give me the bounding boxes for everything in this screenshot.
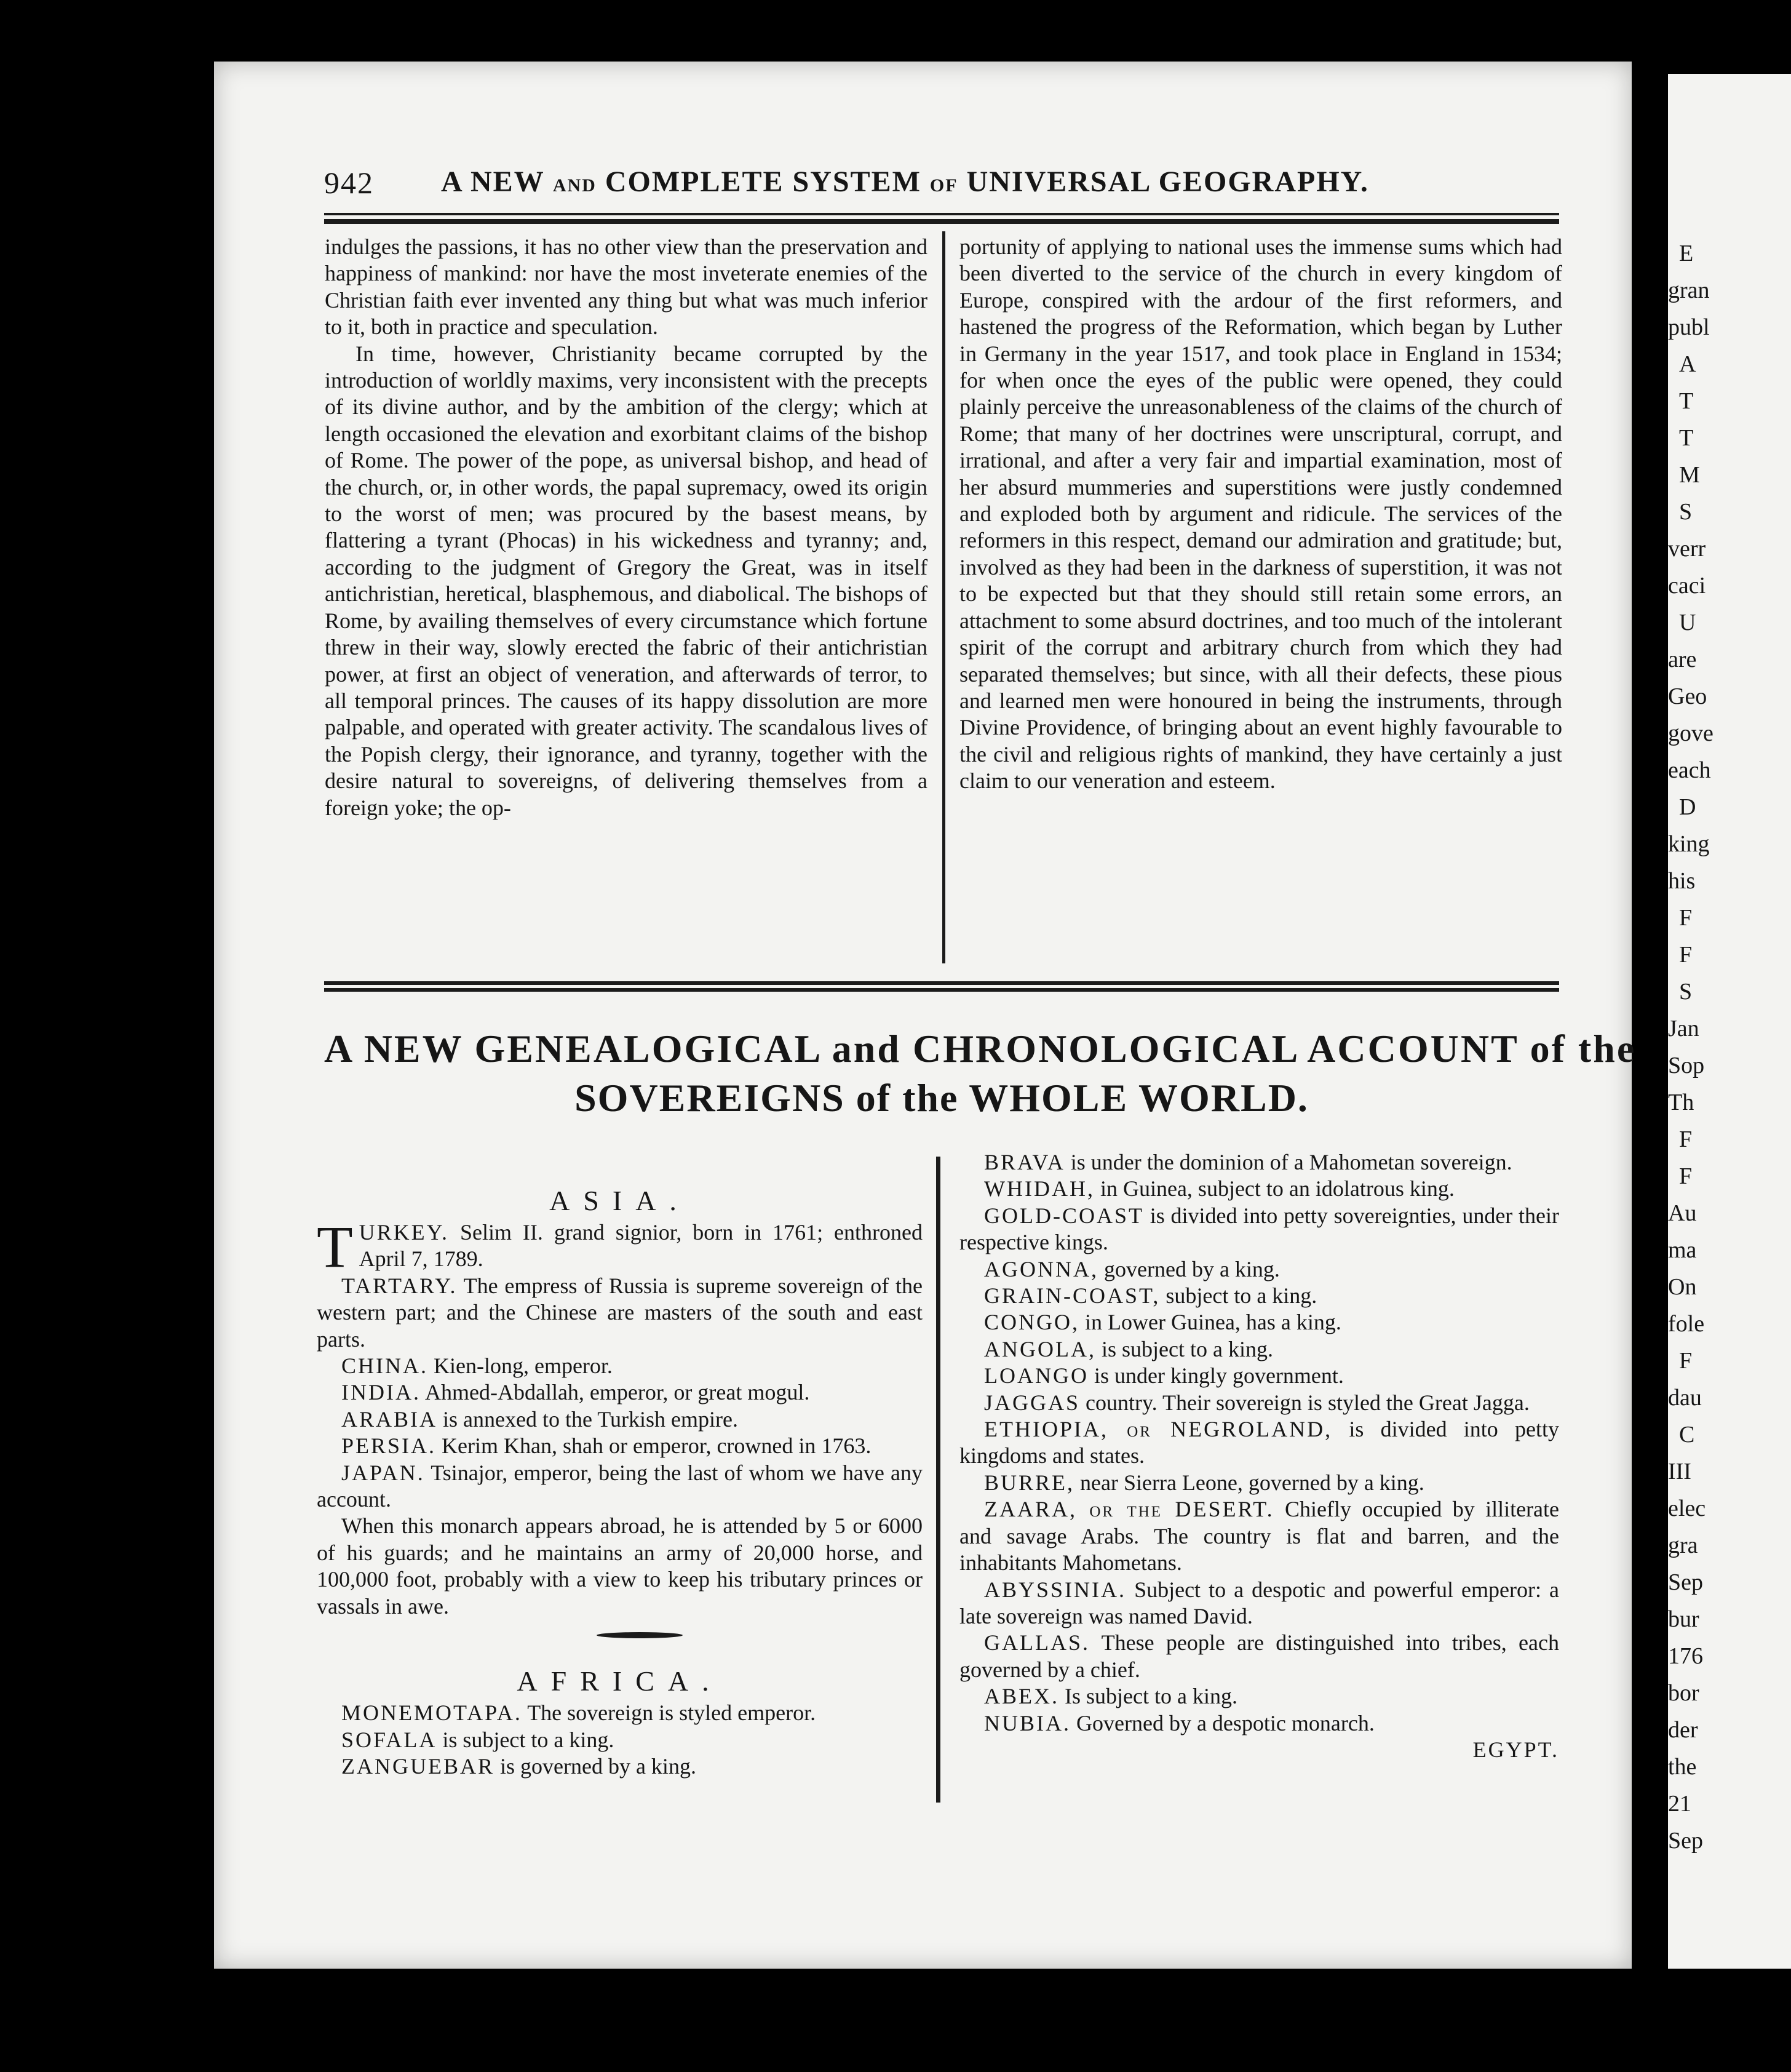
africa-entry <box>959 1363 1559 1389</box>
facing-page-fragment: A <box>1679 351 1696 377</box>
africa-heading: AFRICA. <box>517 1665 723 1697</box>
facing-page-fragment: gran <box>1668 277 1710 303</box>
asia-closing: When this monarch appears abroad, he is attended by 5 or 6000 of his guards; and he maintains an army of 20,000 horse, and 100,000 foot, probably with a view to keep his tributary princes or vassals in awe. <box>317 1513 923 1619</box>
entry-text: is under kingly government. <box>1094 1363 1344 1389</box>
entry-name: ZANGUEBAR <box>341 1753 494 1779</box>
title-part-c: UNIVERSAL GEOGRAPHY. <box>966 165 1369 198</box>
facing-page-fragment: F <box>1679 1163 1693 1189</box>
paragraph: indulges the passions, it has no other view than the preservation and happiness of mankind: nor have the most inveterate enemies of the Christian faith ever invented any thing but what was much inferior to it, both in practice and speculation. <box>325 234 927 340</box>
africa-entry <box>959 1416 1559 1470</box>
facing-page-fragment: elec <box>1668 1496 1706 1521</box>
section-title-line-2: SOVEREIGNS of the WHOLE WORLD. <box>574 1076 1309 1120</box>
entry-text: is subject to a king. <box>1101 1336 1273 1361</box>
paragraph: portunity of applying to national uses the immense sums which had been diverted to the service of the church in every kingdom of Europe, conspired with the ardour of the first reformers, and hastened the progress of the Reformation, which began by Luther in Germany in the year 1517, and took place in England in 1534; for when once the eyes of the public were opened, they could plainly perceive the unreasonableness of the claims of the church of Rome; that many of her doctrines were unscriptural, corrupt, and irrational, and after a very fair and impartial examination, most of her absurd mummeries and superstitions were justly condemned and exploded both by argument and ridicule. The services of the reformers in this respect, demand our admiration and gratitude; but, involved as they had been in the darkness of superstition, it was not to be expected but that they should still retain some errors, an attachment to some absurd doctrines, and too much of the intolerant spirit of the corrupt and arbitrary church from which they had separated themselves; but since, with all their defects, these pious and learned men were honoured in being the instruments, through Divine Providence, of bringing about an event highly favourable to the civil and religious rights of mankind, they have certainly a just claim to our veneration and esteem. <box>959 234 1562 794</box>
facing-page-fragment: III <box>1668 1459 1691 1484</box>
africa-entry <box>317 1727 923 1753</box>
facing-page-fragment: ma <box>1668 1237 1697 1263</box>
entry-name: ANGOLA, <box>984 1336 1096 1361</box>
entry-name: GALLAS. <box>984 1630 1090 1656</box>
entry-name: ETHIOPIA, or NEGROLAND, <box>984 1417 1333 1442</box>
facing-page-fragment: bor <box>1668 1680 1699 1706</box>
africa-entry <box>959 1256 1559 1283</box>
facing-page-fragment: C <box>1679 1422 1695 1448</box>
facing-page-fragment: F <box>1679 1126 1693 1152</box>
entry-name: AGONNA, <box>984 1256 1098 1281</box>
africa-entry <box>317 1753 923 1780</box>
entry-text: near Sierra Leone, governed by a king. <box>1080 1470 1424 1495</box>
entry-text: subject to a king. <box>1166 1283 1317 1309</box>
entry-name: LOANGO <box>984 1363 1089 1389</box>
entry-text: country. Their sovereign is styled the Great Jagga. <box>1086 1390 1530 1415</box>
asia-entry <box>317 1433 923 1459</box>
asia-entry <box>317 1406 923 1433</box>
column-divider <box>942 231 945 963</box>
facing-page-fragment: dau <box>1668 1385 1702 1411</box>
facing-page-fragment: 176 <box>1668 1643 1703 1669</box>
running-header <box>324 165 1554 214</box>
africa-entry <box>959 1176 1559 1202</box>
entry-text: Subject to a despotic and powerful emperor: a late sovereign was named David. <box>959 1577 1559 1628</box>
entry-name: NUBIA. <box>984 1710 1071 1735</box>
section-title-line-1: A NEW GENEALOGICAL and CHRONOLOGICAL ACCOUNT of the <box>324 1027 1637 1070</box>
facing-page-fragment: Jan <box>1668 1016 1699 1042</box>
entry-text: The sovereign is styled emperor. <box>527 1700 816 1726</box>
facing-page-fragment: T <box>1679 425 1694 451</box>
entry-name: GOLD-COAST <box>984 1203 1144 1228</box>
africa-entry <box>959 1710 1559 1737</box>
left-text-column <box>325 234 927 935</box>
title-part-a: A NEW <box>441 165 544 198</box>
facing-page-fragment: 21 <box>1668 1791 1691 1817</box>
facing-page-fragment: der <box>1668 1717 1698 1743</box>
title-and: AND <box>552 175 597 196</box>
facing-page-fragment: On <box>1668 1274 1697 1300</box>
facing-page-fragment: king <box>1668 831 1710 857</box>
sovereigns-right-column <box>959 1149 1559 1763</box>
entry-name: ZAARA, or the DESERT. <box>984 1497 1274 1522</box>
facing-page-fragment: D <box>1679 794 1696 820</box>
facing-page-fragment: S <box>1679 499 1693 525</box>
africa-entry <box>959 1283 1559 1309</box>
entry-text: The empress of Russia is supreme sovereign of the western part; and the Chinese are masters of the south and east parts. <box>317 1273 923 1352</box>
facing-page-fragment: E <box>1679 241 1694 266</box>
sovereigns-left-column <box>317 1182 923 1780</box>
entry-text: Ahmed-Abdallah, emperor, or great mogul. <box>425 1380 810 1405</box>
facing-page-fragment: caci <box>1668 573 1706 599</box>
entry-name: PERSIA. <box>341 1433 437 1459</box>
entry-text: These people are distinguished into tribes, each governed by a chief. <box>959 1630 1559 1682</box>
facing-page-fragment: Sep <box>1668 1828 1703 1854</box>
ornament-divider <box>317 1620 923 1651</box>
entry-name: ABYSSINIA. <box>984 1577 1127 1602</box>
right-text-column <box>959 234 1562 935</box>
entry-text: governed by a king. <box>1104 1256 1280 1281</box>
entry-text: is subject to a king. <box>442 1727 614 1752</box>
entry-name: SOFALA <box>341 1727 437 1752</box>
column-divider <box>936 1157 940 1803</box>
africa-entry <box>959 1336 1559 1363</box>
entry-text: is divided into petty sovereignties, under their respective kings. <box>959 1203 1559 1255</box>
entry-text: Governed by a despotic monarch. <box>1076 1710 1375 1735</box>
entry-name: MONEMOTAPA. <box>341 1700 522 1726</box>
entry-name: URKEY. <box>359 1220 449 1245</box>
header-rule-thick <box>324 219 1559 224</box>
entry-name: TARTARY. <box>341 1273 458 1298</box>
facing-page-fragment: Au <box>1668 1200 1697 1226</box>
facing-page-fragment: F <box>1679 1348 1693 1374</box>
header-rule-thin <box>324 213 1559 215</box>
drop-cap: T <box>317 1214 353 1280</box>
asia-entry <box>317 1273 923 1353</box>
section-rule <box>324 988 1559 992</box>
turkey-entry <box>317 1214 923 1280</box>
africa-entry <box>959 1203 1559 1256</box>
running-title <box>441 165 1369 199</box>
facing-page-fragment: Geo <box>1668 683 1707 709</box>
paragraph: In time, however, Christianity became corrupted by the introduction of worldly maxims, very inconsistent with the precepts of its divine author, and by the ambition of the clergy; which at length occasioned the elevation and exorbitant claims of the bishop of Rome. The power of the pope, as universal bishop, and head of the church, or, in other words, the papal supremacy, owed its origin to the worst of men; was procured by the basest means, by flattering a tyrant (Phocas) in his wickedness and tyranny; and, according to the judgment of Gregory the Great, was in itself antichristian, heretical, blasphemous, and diabolical. The bishops of Rome, by availing themselves of every circumstance which fortune threw in their way, slowly erected the fabric of their antichristian power, at first an object of veneration, and afterwards of terror, to all temporal princes. The causes of its happy dissolution are more palpable, and operated with greater activity. The scandalous lives of the Popish clergy, their ignorance, and tyranny, together with the desire natural to sovereigns, of delivering themselves from a foreign yoke; the op- <box>325 341 927 820</box>
facing-page-fragment: the <box>1668 1754 1697 1780</box>
entry-name: JAGGAS <box>984 1390 1081 1415</box>
facing-page-fragment: each <box>1668 757 1711 783</box>
facing-page-fragment: fole <box>1668 1311 1705 1337</box>
facing-page-fragment: bur <box>1668 1606 1699 1632</box>
facing-page-fragment: T <box>1679 388 1694 414</box>
facing-page-fragment: gra <box>1668 1532 1698 1558</box>
facing-page-fragment: his <box>1668 868 1696 894</box>
entry-text: Chiefly occupied by illiterate and savage Arabs. The country is flat and barren, and the inhabitants Mahometans. <box>959 1497 1560 1576</box>
facing-page-fragment: Sep <box>1668 1569 1703 1595</box>
entry-text: is divided into petty kingdoms and states. <box>959 1417 1560 1468</box>
entry-text: Selim II. grand signior, born in 1761; enthroned April 7, 1789. <box>359 1220 923 1272</box>
africa-entry <box>959 1683 1559 1710</box>
catchword: EGYPT. <box>1472 1737 1559 1762</box>
entry-text: Kerim Khan, shah or emperor, crowned in 1763. <box>442 1433 872 1459</box>
africa-entry <box>959 1496 1559 1576</box>
entry-text: Is subject to a king. <box>1065 1684 1237 1709</box>
title-part-b: COMPLETE SYSTEM <box>605 165 921 198</box>
africa-entry <box>959 1390 1559 1416</box>
entry-text: Kien-long, emperor. <box>434 1353 613 1379</box>
asia-heading: ASIA. <box>549 1185 690 1216</box>
facing-page-edge <box>1668 74 1791 1969</box>
facing-page-fragment: F <box>1679 905 1693 931</box>
africa-entry <box>959 1149 1559 1176</box>
facing-page-fragment: verr <box>1668 536 1706 562</box>
entry-name: BURRE, <box>984 1470 1075 1495</box>
asia-entry <box>317 1379 923 1406</box>
entry-text: is under the dominion of a Mahometan sovereign. <box>1070 1150 1512 1174</box>
entry-text: in Lower Guinea, has a king. <box>1085 1310 1341 1335</box>
africa-entry <box>959 1630 1559 1683</box>
entry-name: GRAIN-COAST, <box>984 1283 1161 1309</box>
facing-page-fragment: gove <box>1668 720 1714 746</box>
entry-name: JAPAN. <box>341 1460 425 1485</box>
entry-text: in Guinea, subject to an idolatrous king. <box>1100 1176 1455 1201</box>
africa-entry <box>959 1470 1559 1496</box>
entry-name: ABEX. <box>984 1684 1059 1709</box>
asia-entry <box>317 1353 923 1379</box>
africa-entry <box>959 1309 1559 1336</box>
entry-text: is annexed to the Turkish empire. <box>443 1406 738 1432</box>
facing-page-fragment: publ <box>1668 314 1710 340</box>
facing-page-fragment: M <box>1679 462 1700 488</box>
facing-page-fragment: Th <box>1668 1090 1694 1115</box>
africa-entry <box>959 1577 1559 1630</box>
entry-name: ARABIA <box>341 1406 438 1432</box>
facing-page-fragment: are <box>1668 647 1697 672</box>
entry-text: is governed by a king. <box>500 1753 696 1779</box>
facing-page-fragment: U <box>1679 610 1696 636</box>
section-rule <box>324 981 1559 985</box>
asia-entry <box>317 1460 923 1513</box>
entry-name: WHIDAH, <box>984 1176 1095 1201</box>
entry-name: CHINA. <box>341 1353 428 1379</box>
facing-page-fragment: Sop <box>1668 1053 1705 1078</box>
entry-text: Tsinajor, emperor, being the last of whom we have any account. <box>317 1460 923 1512</box>
entry-name: INDIA. <box>341 1380 421 1405</box>
title-of: OF <box>929 175 958 196</box>
entry-name: CONGO, <box>984 1310 1080 1335</box>
entry-name: BRAVA <box>984 1150 1065 1174</box>
africa-entry <box>317 1700 923 1726</box>
page-number: 942 <box>324 165 374 200</box>
facing-page-fragment: F <box>1679 942 1693 968</box>
facing-page-fragment: S <box>1679 979 1693 1005</box>
